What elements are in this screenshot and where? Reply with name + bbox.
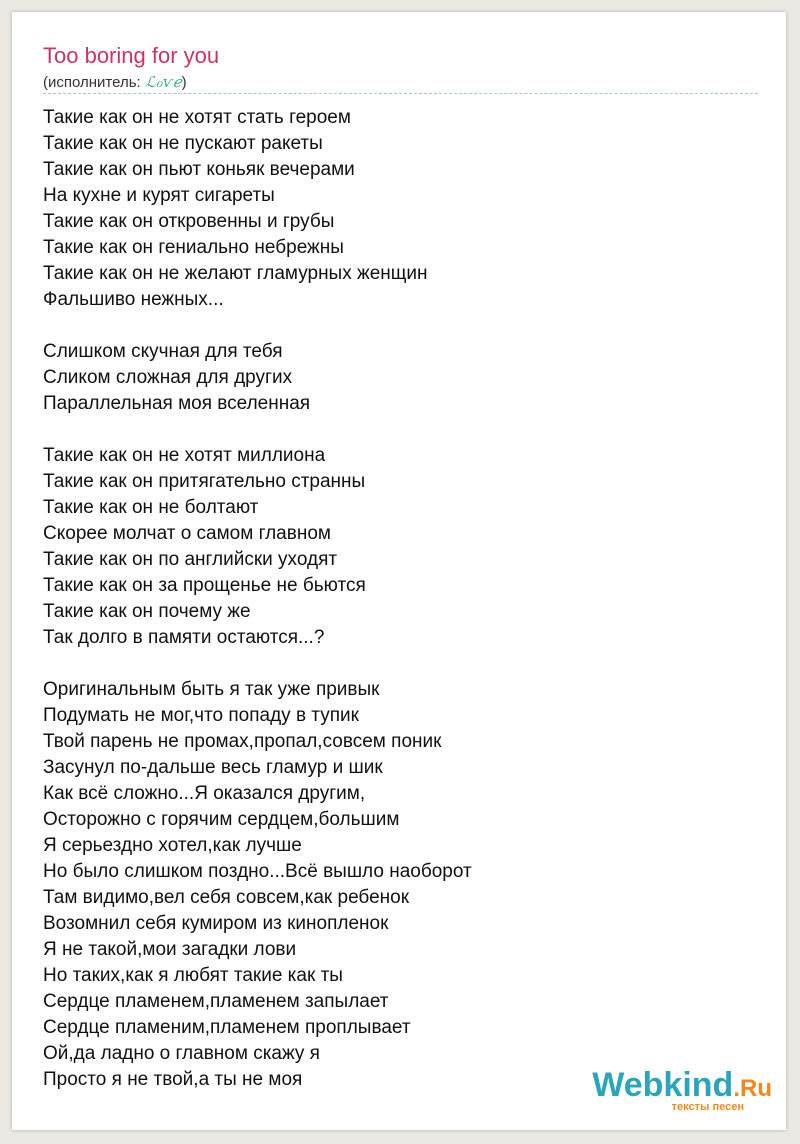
artist-suffix: ) [181, 74, 187, 91]
lyric-line: Подумать не мог,что попаду в тупик [43, 705, 359, 726]
lyric-line: Оригинальным быть я так уже привык [43, 679, 380, 700]
lyric-line: Сликом сложная для других [43, 367, 293, 388]
lyric-line: На кухне и курят сигареты [43, 185, 275, 206]
lyric-line: Но было слишком поздно...Всё вышло наоборот [43, 861, 472, 882]
lyric-line: Возомнил себя кумиром из кинопленок [43, 913, 389, 934]
lyric-line: Как всё сложно...Я оказался другим, [43, 783, 366, 804]
lyric-line: Так долго в памяти остаются...? [43, 627, 325, 648]
lyrics-text [43, 105, 763, 1093]
lyric-line: Просто я не твой,а ты не моя [43, 1069, 303, 1090]
lyric-line: Такие как он откровенны и грубы [43, 211, 335, 232]
lyric-line: Осторожно с горячим сердцем,большим [43, 809, 400, 830]
lyric-line: Такие как он по английски уходят [43, 549, 338, 570]
stanza-break [43, 651, 763, 677]
lyric-line: Там видимо,вел себя совсем,как ребенок [43, 887, 410, 908]
lyric-line: Такие как он не хотят стать героем [43, 107, 351, 128]
lyric-line: Такие как он не хотят миллиона [43, 445, 326, 466]
stanza-break [43, 313, 763, 339]
artist-line [43, 73, 187, 92]
lyric-line: Я серьездно хотел,как лучше [43, 835, 302, 856]
lyric-line: Такие как он не болтают [43, 497, 259, 518]
lyric-line: Такие как он не желают гламурных женщин [43, 263, 428, 284]
lyrics-page [12, 12, 786, 1130]
song-title: Too boring for you [43, 43, 220, 68]
lyric-line: Твой парень не промах,пропал,совсем поник [43, 731, 442, 752]
artist-prefix: (исполнитель: [43, 74, 145, 91]
lyric-line: Такие как он почему же [43, 601, 251, 622]
lyric-line: Параллельная моя вселенная [43, 393, 311, 414]
lyric-line: Сердце пламенем,пламенем запылает [43, 991, 389, 1012]
lyric-line: Скорее молчат о самом главном [43, 523, 331, 544]
title-divider [43, 93, 758, 94]
artist-link[interactable]: ℒℴѵℯ [144, 73, 182, 91]
lyric-line: Такие как он пьют коньяк вечерами [43, 159, 355, 180]
lyric-line: Но таких,как я любят такие как ты [43, 965, 343, 986]
logo-tld: .Ru [733, 1075, 772, 1102]
lyric-line: Слишком скучная для тебя [43, 341, 283, 362]
site-logo[interactable] [572, 1066, 772, 1116]
lyric-line: Я не такой,мои загадки лови [43, 939, 297, 960]
lyric-line: Засунул по-дальше весь гламур и шик [43, 757, 383, 778]
lyric-line: Сердце пламеним,пламенем проплывает [43, 1017, 411, 1038]
stanza-break [43, 417, 763, 443]
lyric-line: Такие как он притягательно странны [43, 471, 366, 492]
lyric-line: Ой,да ладно о главном скажу я [43, 1043, 320, 1064]
lyric-line: Такие как он не пускают ракеты [43, 133, 323, 154]
logo-tagline: тексты песен [671, 1101, 744, 1113]
lyric-line: Фальшиво нежных... [43, 289, 224, 310]
lyric-line: Такие как он гениально небрежны [43, 237, 344, 258]
lyric-line: Такие как он за прощенье не бьются [43, 575, 366, 596]
logo-main-text: Webkind [592, 1066, 734, 1104]
